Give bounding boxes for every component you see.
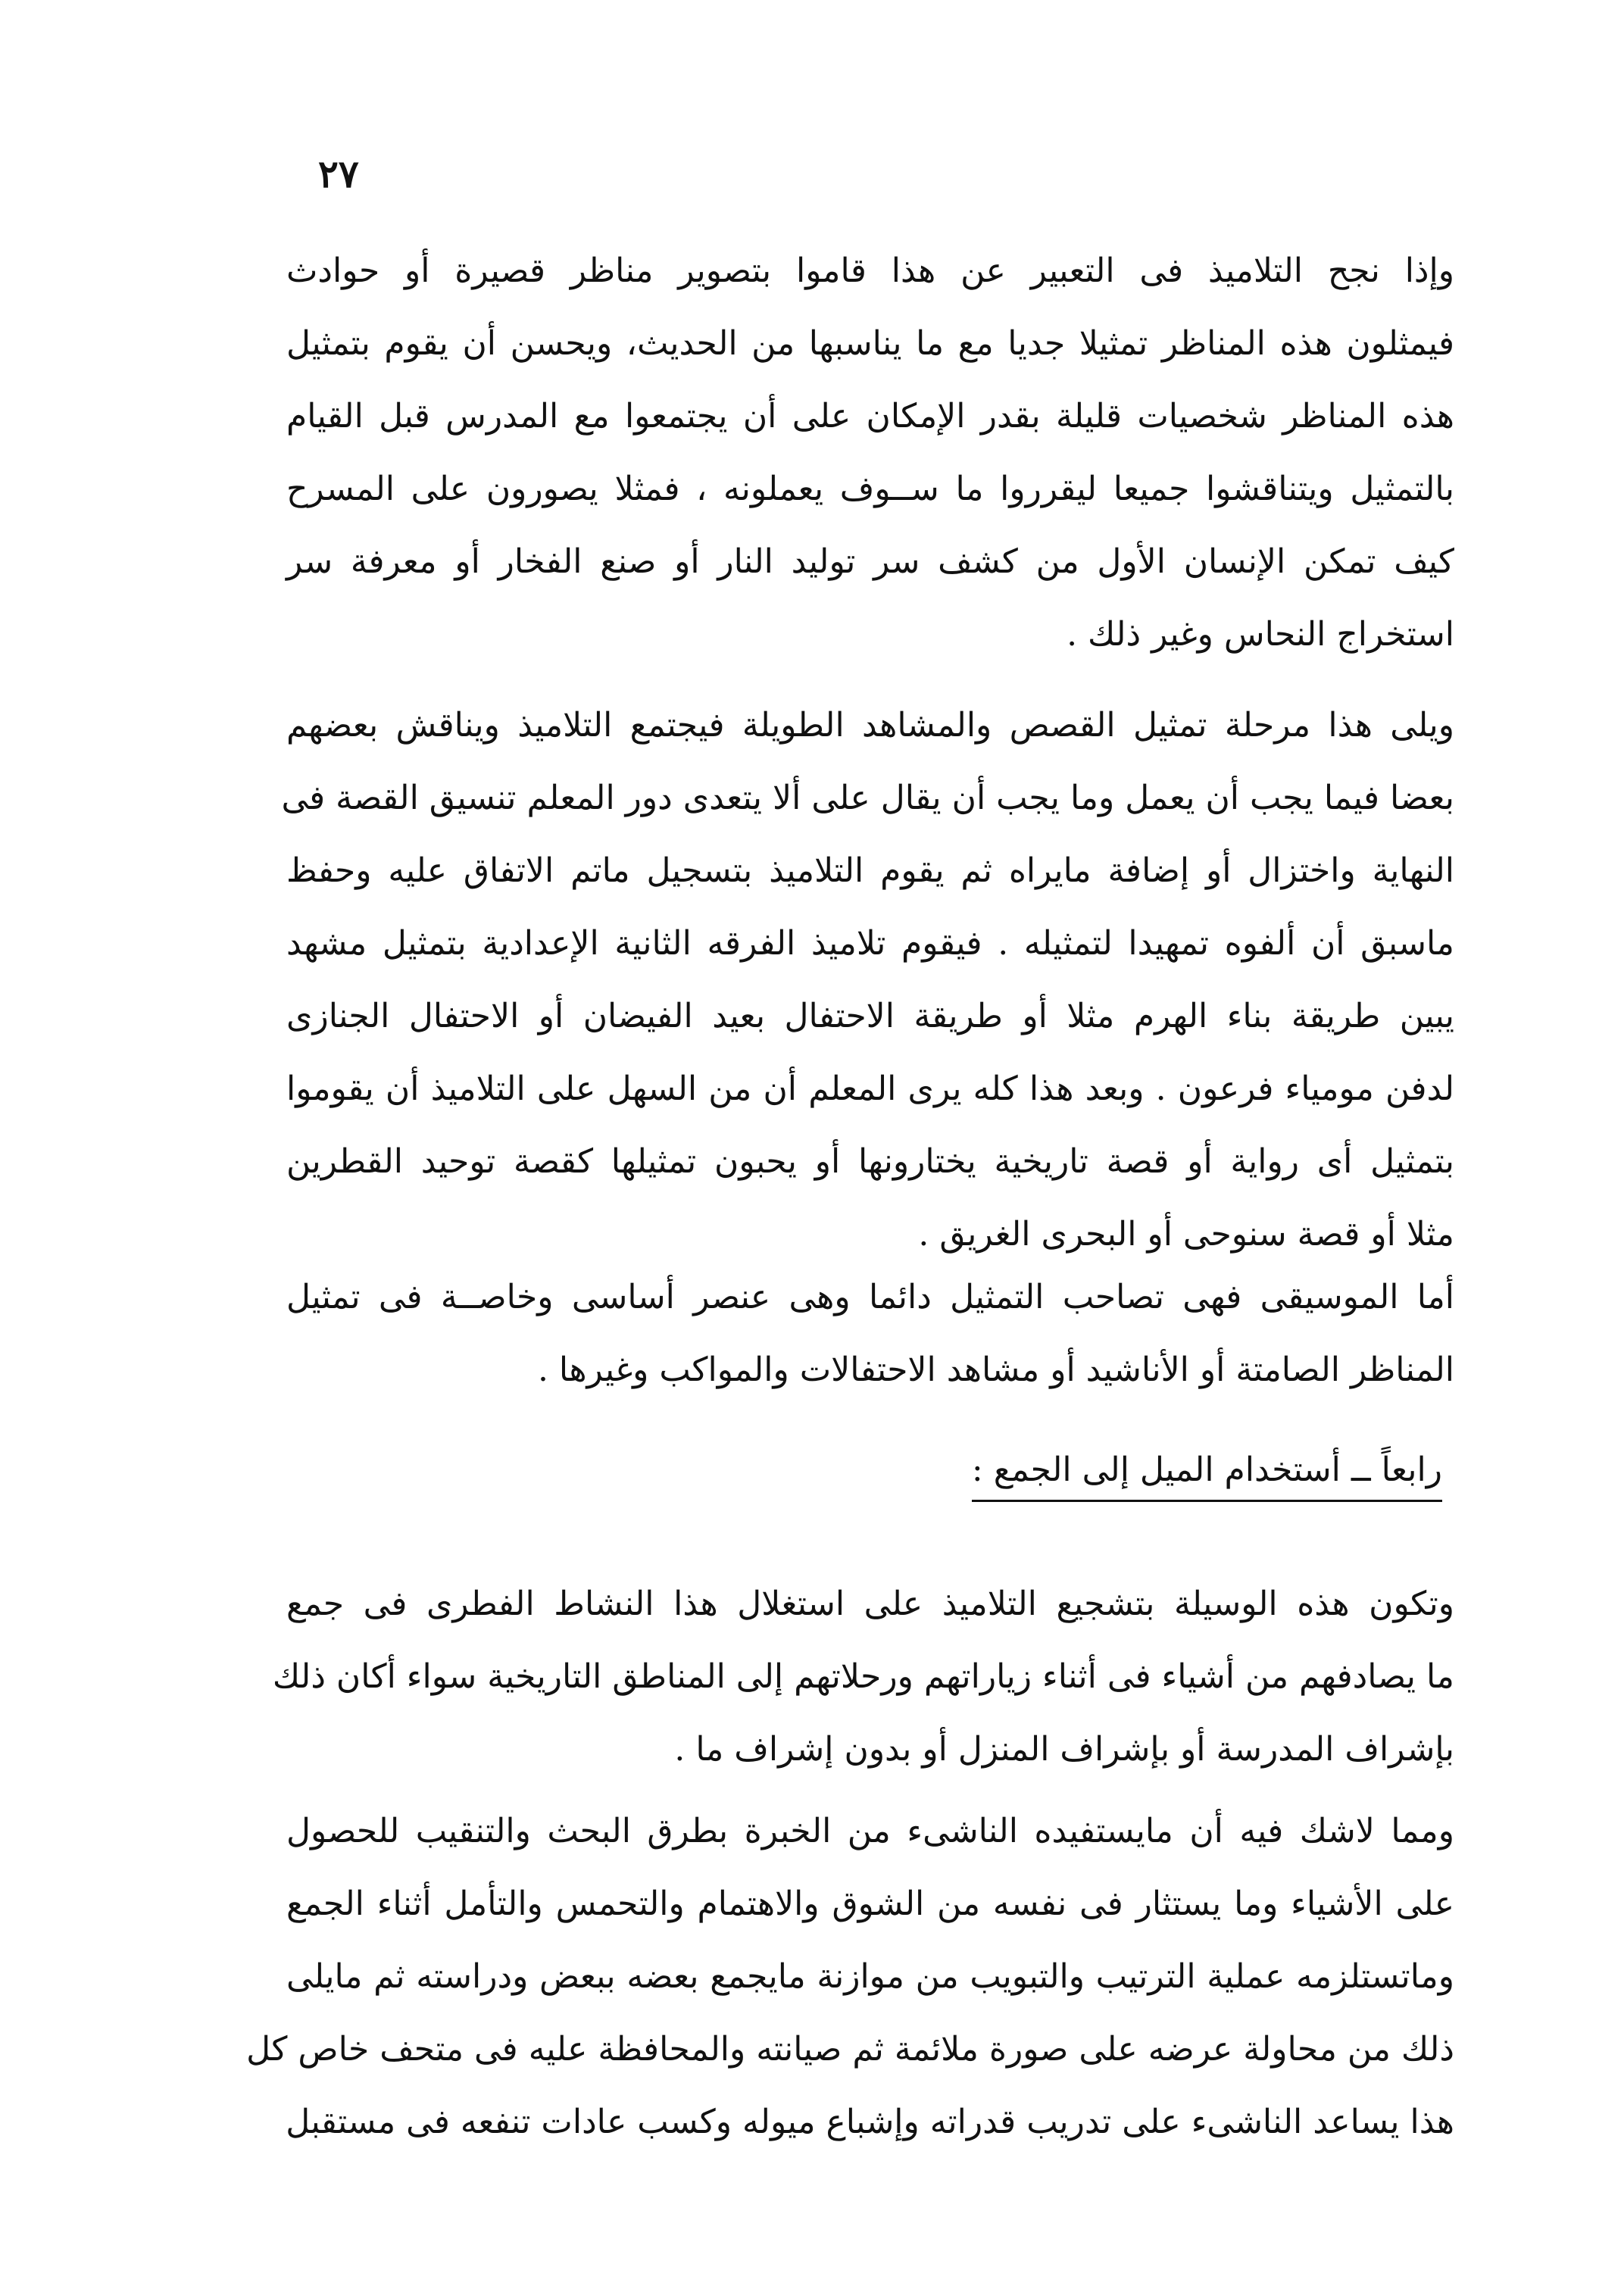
paragraph-line: مثلا أو قصة سنوحى أو البحرى الغريق .	[918, 1215, 1454, 1254]
paragraph-line: المناظر الصامتة أو الأناشيد أو مشاهد الاحتفالات والمواكب وغيرها .	[537, 1351, 1454, 1389]
paragraph-line: بإشراف المدرسة أو بإشراف المنزل أو بدون إشراف ما .	[674, 1730, 1454, 1769]
paragraph-line: لدفن مومياء فرعون . وبعد هذا كله يرى المعلم أن من السهل على التلاميذ أن يقوموا	[286, 1069, 1454, 1108]
section-heading-text: رابعاً ــ أستخدام الميل إلى الجمع :	[972, 1450, 1442, 1502]
paragraph-2	[281, 689, 1454, 1271]
section-heading	[972, 1450, 1442, 1502]
paragraph-line: هذا يساعد الناشىء على تدريب قدراته وإشباع ميوله وكسب عادات تنفعه فى مستقبل	[286, 2103, 1454, 2141]
paragraph-line: بعضا فيما يجب أن يعمل وما يجب أن يقال على ألا يتعدى دور المعلم تنسيق القصة فى	[281, 779, 1454, 817]
paragraph-3	[286, 1261, 1454, 1407]
paragraph-line: على الأشياء وما يستثار فى نفسه من الشوق والاهتمام والتحمس والتأمل أثناء الجمع	[286, 1884, 1454, 1923]
paragraph-line: بتمثيل أى رواية أو قصة تاريخية يختارونها أو يحبون تمثيلها كقصة توحيد القطرين	[286, 1142, 1454, 1181]
paragraph-line: فيمثلون هذه المناظر تمثيلا جديا مع ما يناسبها من الحديث، ويحسن أن يقوم بتمثيل	[286, 324, 1454, 363]
paragraph-line: ذلك من محاولة عرضه على صورة ملائمة ثم صيانته والمحافظة عليه فى متحف خاص كل	[246, 2030, 1454, 2069]
paragraph-4	[272, 1568, 1454, 1786]
paragraph-line: بالتمثيل ويتناقشوا جميعا ليقرروا ما ســوف يعملونه ، فمثلا يصورون على المسرح	[286, 470, 1454, 508]
paragraph-line: وإذا نجح التلاميذ فى التعبير عن هذا قاموا بتصوير مناظر قصيرة أو حوادث	[286, 251, 1454, 290]
paragraph-line: ويلى هذا مرحلة تمثيل القصص والمشاهد الطويلة فيجتمع التلاميذ ويناقش بعضهم	[286, 706, 1454, 745]
paragraph-line: وماتستلزمه عملية الترتيب والتبويب من موازنة مايجمع بعضه ببعض ودراسته ثم مايلى	[286, 1957, 1454, 1996]
paragraph-line: استخراج النحاس وغير ذلك .	[1067, 615, 1454, 654]
paragraph-line: وتكون هذه الوسيلة بتشجيع التلاميذ على استغلال هذا النشاط الفطرى فى جمع	[286, 1585, 1454, 1623]
paragraph-line: يبين طريقة بناء الهرم مثلا أو طريقة الاحتفال بعيد الفيضان أو الاحتفال الجنازى	[286, 997, 1454, 1035]
paragraph-line: ماسبق أن ألفوه تمهيدا لتمثيله . فيقوم تلاميذ الفرقه الثانية الإعدادية بتمثيل مشهد	[286, 924, 1454, 963]
paragraph-line: ما يصادفهم من أشياء فى أثناء زياراتهم ورحلاتهم إلى المناطق التاريخية سواء أكان ذلك	[272, 1657, 1454, 1696]
page-number: ٢٧	[318, 151, 359, 196]
paragraph-line: النهاية واختزال أو إضافة مايراه ثم يقوم التلاميذ بتسجيل ماتم الاتفاق عليه وحفظ	[286, 851, 1454, 890]
paragraph-5	[246, 1795, 1454, 2159]
paragraph-line: أما الموسيقى فهى تصاحب التمثيل دائما وهى عنصر أساسى وخاصــة فى تمثيل	[286, 1278, 1454, 1316]
paragraph-1	[286, 235, 1454, 671]
paragraph-line: ومما لاشك فيه أن مايستفيده الناشىء من الخبرة بطرق البحث والتنقيب للحصول	[286, 1812, 1454, 1850]
paragraph-line: هذه المناظر شخصيات قليلة بقدر الإمكان على أن يجتمعوا مع المدرس قبل القيام	[286, 397, 1454, 436]
paragraph-line: كيف تمكن الإنسان الأول من كشف سر توليد النار أو صنع الفخار أو معرفة سر	[286, 542, 1454, 581]
